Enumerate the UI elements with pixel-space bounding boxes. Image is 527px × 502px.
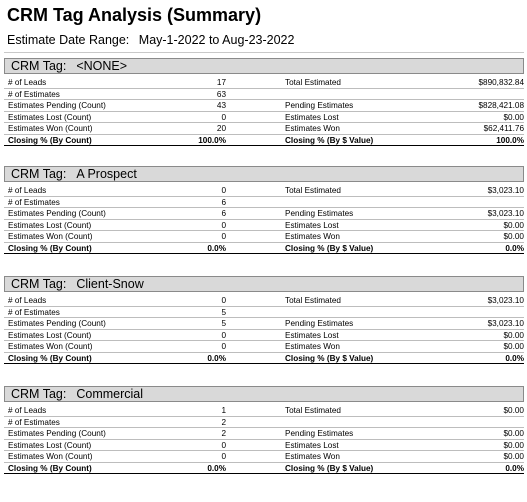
pending-estimates-label: Pending Estimates	[285, 101, 354, 110]
table-row	[4, 89, 524, 101]
total-estimated-value: $3,023.10	[487, 296, 524, 305]
leads-label: # of Leads	[8, 186, 47, 195]
estimates-lost-value: $0.00	[503, 330, 524, 340]
leads-value: 17	[216, 78, 226, 87]
lost-count-value: 0	[221, 112, 226, 122]
pending-count-label: Estimates Pending (Count)	[8, 429, 106, 438]
pending-count-label: Estimates Pending (Count)	[8, 101, 106, 110]
won-count-value: 0	[221, 232, 226, 241]
pending-estimates-value: $3,023.10	[487, 209, 524, 218]
estimates-lost-label: Estimates Lost	[285, 330, 339, 340]
won-count-label: Estimates Won (Count)	[8, 452, 93, 461]
closing-value-label: Closing % (By $ Value)	[285, 463, 374, 473]
title-divider	[4, 52, 524, 53]
estimates-won-label: Estimates Won	[285, 124, 340, 133]
section-tag: A Prospect	[76, 167, 137, 181]
section-header	[4, 276, 524, 292]
table-row	[4, 185, 524, 197]
table-row	[4, 77, 524, 89]
won-count-label: Estimates Won (Count)	[8, 124, 93, 133]
closing-count-label: Closing % (By Count)	[8, 463, 92, 473]
table-row	[4, 100, 524, 112]
leads-value: 1	[221, 406, 226, 415]
section-prefix: CRM Tag:	[11, 277, 67, 291]
estimates-won-label: Estimates Won	[285, 232, 340, 241]
pending-count-label: Estimates Pending (Count)	[8, 319, 106, 328]
table-row	[4, 123, 524, 135]
estimates-won-label: Estimates Won	[285, 452, 340, 461]
table-row	[4, 220, 524, 232]
leads-value: 0	[221, 186, 226, 195]
section-tag: <NONE>	[76, 59, 128, 73]
closing-count-label: Closing % (By Count)	[8, 135, 92, 145]
date-range-label: Estimate Date Range:	[7, 33, 130, 47]
closing-count-value: 0.0%	[207, 463, 226, 473]
lost-count-value: 0	[221, 330, 226, 340]
closing-value-label: Closing % (By $ Value)	[285, 243, 374, 253]
won-count-label: Estimates Won (Count)	[8, 342, 93, 351]
table-row	[4, 428, 524, 440]
table-row	[4, 440, 524, 452]
estimates-lost-label: Estimates Lost	[285, 220, 339, 230]
estimates-won-value: $0.00	[503, 232, 524, 241]
section-tag: Commercial	[76, 387, 144, 401]
closing-value-label: Closing % (By $ Value)	[285, 353, 374, 363]
table-row	[4, 112, 524, 124]
report-title: CRM Tag Analysis (Summary)	[7, 5, 262, 25]
section-a-prospect	[4, 166, 524, 254]
table-row	[4, 341, 524, 353]
table-row	[4, 417, 524, 429]
section-tag: Client-Snow	[76, 277, 144, 291]
leads-label: # of Leads	[8, 78, 47, 87]
leads-label: # of Leads	[8, 406, 47, 415]
section-prefix: CRM Tag:	[11, 167, 67, 181]
pending-estimates-value: $3,023.10	[487, 319, 524, 328]
won-count-label: Estimates Won (Count)	[8, 232, 93, 241]
pending-count-value: 2	[221, 429, 226, 438]
table-row-total	[4, 243, 524, 255]
table-row-total	[4, 135, 524, 147]
table-row-total	[4, 353, 524, 365]
total-estimated-label: Total Estimated	[285, 406, 341, 415]
estimates-won-value: $62,411.76	[483, 124, 524, 133]
estimates-won-value: $0.00	[503, 342, 524, 351]
total-estimated-value: $0.00	[503, 406, 524, 415]
table-row	[4, 451, 524, 463]
table-row	[4, 231, 524, 243]
lost-count-label: Estimates Lost (Count)	[8, 330, 92, 340]
table-row	[4, 208, 524, 220]
section-header	[4, 386, 524, 402]
estimates-won-value: $0.00	[503, 452, 524, 461]
closing-count-value: 100.0%	[198, 135, 226, 145]
closing-value-label: Closing % (By $ Value)	[285, 135, 374, 145]
estimates-value: 2	[221, 417, 226, 427]
table-row	[4, 295, 524, 307]
table-row-total	[4, 463, 524, 475]
lost-count-label: Estimates Lost (Count)	[8, 440, 92, 450]
section-commercial	[4, 386, 524, 474]
table-row	[4, 330, 524, 342]
pending-count-value: 5	[221, 319, 226, 328]
estimates-label: # of Estimates	[8, 417, 60, 427]
estimates-value: 63	[216, 89, 226, 99]
estimates-lost-value: $0.00	[503, 220, 524, 230]
total-estimated-value: $3,023.10	[487, 186, 524, 195]
estimates-value: 5	[221, 307, 226, 317]
section-header	[4, 58, 524, 74]
total-estimated-value: $890,832.84	[478, 78, 524, 87]
table-row	[4, 197, 524, 209]
won-count-value: 0	[221, 452, 226, 461]
closing-count-value: 0.0%	[207, 243, 226, 253]
leads-value: 0	[221, 296, 226, 305]
table-row	[4, 318, 524, 330]
lost-count-label: Estimates Lost (Count)	[8, 220, 92, 230]
estimates-label: # of Estimates	[8, 307, 60, 317]
closing-count-label: Closing % (By Count)	[8, 353, 92, 363]
closing-value-value: 0.0%	[505, 463, 524, 473]
lost-count-label: Estimates Lost (Count)	[8, 112, 92, 122]
section-none	[4, 58, 524, 146]
pending-estimates-label: Pending Estimates	[285, 209, 354, 218]
closing-value-value: 100.0%	[496, 135, 524, 145]
estimates-lost-label: Estimates Lost	[285, 440, 339, 450]
pending-estimates-label: Pending Estimates	[285, 319, 354, 328]
total-estimated-label: Total Estimated	[285, 78, 341, 87]
closing-value-value: 0.0%	[505, 353, 524, 363]
pending-estimates-value: $0.00	[503, 429, 524, 438]
estimates-lost-value: $0.00	[503, 112, 524, 122]
estimates-lost-label: Estimates Lost	[285, 112, 339, 122]
pending-count-value: 43	[216, 101, 226, 110]
section-prefix: CRM Tag:	[11, 59, 67, 73]
closing-value-value: 0.0%	[505, 243, 524, 253]
won-count-value: 0	[221, 342, 226, 351]
date-range-value: May-1-2022 to Aug-23-2022	[138, 33, 295, 47]
estimates-label: # of Estimates	[8, 197, 60, 207]
won-count-value: 20	[216, 124, 226, 133]
table-row	[4, 405, 524, 417]
section-client-snow	[4, 276, 524, 364]
pending-estimates-label: Pending Estimates	[285, 429, 354, 438]
total-estimated-label: Total Estimated	[285, 186, 341, 195]
closing-count-value: 0.0%	[207, 353, 226, 363]
leads-label: # of Leads	[8, 296, 47, 305]
pending-estimates-value: $828,421.08	[478, 101, 524, 110]
section-prefix: CRM Tag:	[11, 387, 67, 401]
estimates-won-label: Estimates Won	[285, 342, 340, 351]
lost-count-value: 0	[221, 440, 226, 450]
table-row	[4, 307, 524, 319]
closing-count-label: Closing % (By Count)	[8, 243, 92, 253]
estimates-lost-value: $0.00	[503, 440, 524, 450]
section-header	[4, 166, 524, 182]
pending-count-label: Estimates Pending (Count)	[8, 209, 106, 218]
estimates-value: 6	[221, 197, 226, 207]
total-estimated-label: Total Estimated	[285, 296, 341, 305]
pending-count-value: 6	[221, 209, 226, 218]
estimates-label: # of Estimates	[8, 89, 60, 99]
lost-count-value: 0	[221, 220, 226, 230]
date-range	[7, 32, 294, 48]
